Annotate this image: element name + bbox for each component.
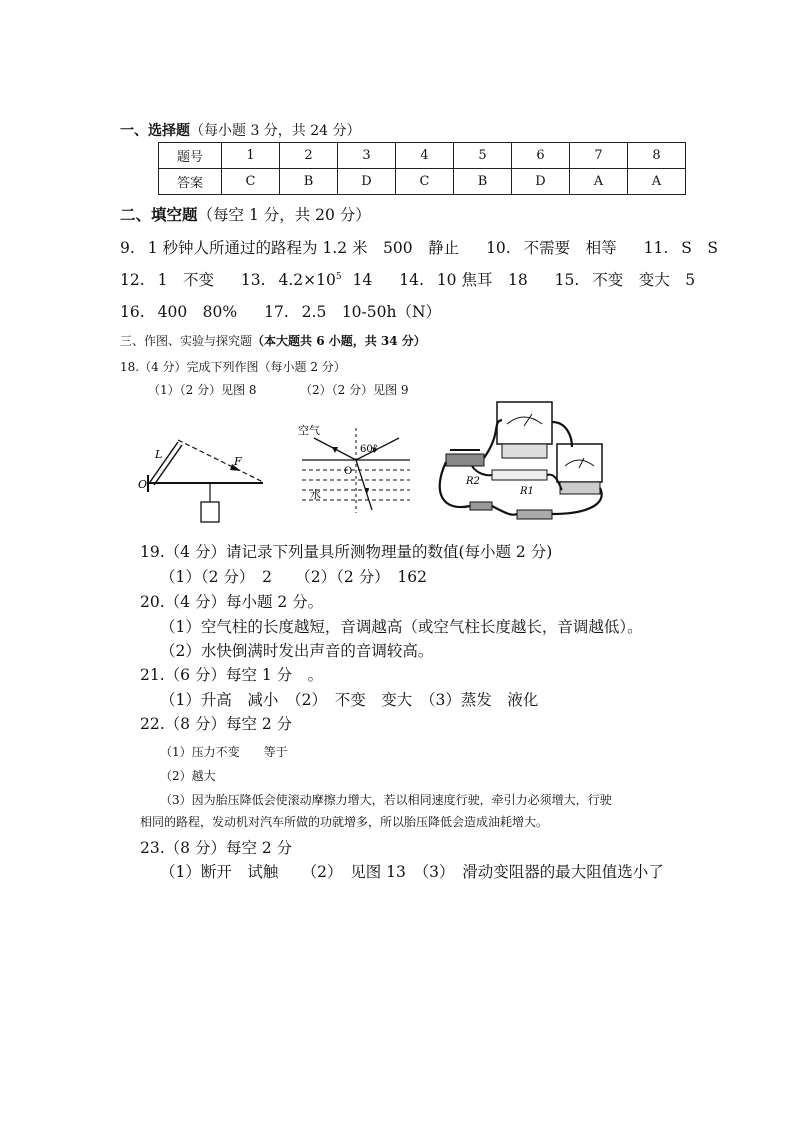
q10-answer: 不需要 相等 [523,239,617,257]
table-row [159,169,686,195]
wire [472,466,492,475]
table-cell: 2 [280,143,338,169]
q22-line-4: 相同的路程，发动机对汽车所做的功就增多，所以胎压降低会造成油耗增大。 [140,815,549,829]
section-2-heading [120,203,371,225]
q18-part1: （1）（2 分）见图 8 [148,383,257,397]
table-answer-label: 答案 [159,169,222,195]
table-cell: D [512,169,570,195]
q13-num: 13. [240,271,266,289]
r1-label: R1 [520,486,534,497]
table-cell: B [454,169,512,195]
q18-part2: （2）（2 分）见图 9 [300,383,409,397]
table-cell: C [222,169,280,195]
q20-line-1: （1）空气柱的长度越短，音调越高（或空气柱长度越长，音调越低）。 [160,618,643,636]
table-cell: A [570,169,628,195]
r2-label: R2 [466,476,480,487]
table-head-label: 题号 [159,143,222,169]
circuit-diagram [432,392,617,527]
table-cell: 3 [338,143,396,169]
table-cell: A [628,169,686,195]
q16-answer: 400 80% [157,303,238,321]
section-3-note: （本大题共 6 小题，共 34 分） [252,334,426,348]
ammeter-base [560,482,600,494]
point-o-label: O [344,466,353,477]
table-cell: 6 [512,143,570,169]
q12-num: 12. [120,271,145,289]
q23-header: 23.（8 分）每空 2 分 [140,839,293,857]
q22-line-2: （2）越大 [160,769,216,783]
table-cell: 5 [454,143,512,169]
table-row [159,143,686,169]
q9-num: 9. [120,239,135,257]
q15-num: 15. [554,271,580,289]
lever-diagram [138,420,273,530]
voltmeter-base [502,444,547,458]
q21-header: 21.（6 分）每空 1 分 。 [140,666,324,684]
table-cell: 1 [222,143,280,169]
air-label: 空气 [298,424,320,437]
q9-answer: 1 秒钟人所通过的路程为 1.2 米 500 静止 [147,239,460,257]
q17-answer: 2.5 10-50h（N） [301,303,442,321]
table-cell: 7 [570,143,628,169]
fill-row-2 [120,268,695,290]
table-cell: B [280,169,338,195]
q20-line-2: （2）水快倒满时发出声音的音调较高。 [160,642,434,660]
q19-line: （1）（2 分） 2 （2）（2 分） 162 [160,568,427,586]
section-1-title: 一、选择题 [120,123,190,139]
q15-answer: 不变 变大 5 [592,271,696,289]
resistor-r1 [492,470,547,480]
section-1-note: （每小题 3 分，共 24 分） [190,123,361,139]
q22-line-3: （3）因为胎压降低会使滚动摩擦力增大，若以相同速度行驶，牵引力必须增大，行驶 [160,793,612,807]
q11-num: 11. [643,239,669,257]
q21-line: （1）升高 减小 （2） 不变 变大 （3）蒸发 液化 [160,691,539,709]
refracted-ray [356,460,372,510]
q22-line-1: （1）压力不变 等于 [160,745,288,759]
q19-header: 19.（4 分）请记录下列量具所测物理量的数值(每小题 2 分) [140,543,553,561]
battery [517,510,552,519]
switch [470,502,492,510]
q17-num: 17. [264,303,289,321]
section-2-title: 二、填空题 [120,205,198,224]
section-1-heading [120,120,361,140]
q12-answer: 1 不变 [157,271,214,289]
voltmeter [497,402,552,444]
q10-num: 10. [486,239,511,257]
ammeter [557,444,602,482]
refraction-diagram [294,418,419,518]
q13-base: 4.2×10 [278,271,336,289]
water-label: 水 [310,488,321,501]
weight-block [201,502,219,522]
answer-table [158,142,686,195]
q14-answer: 10 焦耳 18 [436,271,528,289]
lever-label-f: F [234,455,242,468]
q23-line: （1）断开 试触 （2） 见图 13 （3） 滑动变阻器的最大阻值选小了 [160,863,664,881]
section-3-heading [120,332,426,349]
table-cell: D [338,169,396,195]
q22-header: 22.（8 分）每空 2 分 [140,715,293,733]
section-3-title: 三、作图、实验与探究题 [120,334,253,348]
lever-label-l: L [155,448,163,461]
q13-exponent: 5 [335,271,342,282]
fill-row-1 [120,236,718,258]
q14-num: 14. [399,271,424,289]
section-2-note: （每空 1 分，共 20 分） [197,206,371,224]
q13-rest: 14 [352,271,373,289]
fill-row-3 [120,300,441,322]
q18-header: 18.（4 分）完成下列作图（每小题 2 分） [120,360,346,374]
force-line [178,440,263,482]
rheostat [446,454,484,466]
lever-label-o: O [138,478,148,491]
table-cell: C [396,169,454,195]
wire [492,506,517,515]
q16-num: 16. [120,303,145,321]
q11-answer: S S [681,239,718,257]
q20-header: 20.（4 分）每小题 2 分。 [140,593,324,611]
table-cell: 4 [396,143,454,169]
angle-label: 60° [360,444,378,455]
table-cell: 8 [628,143,686,169]
